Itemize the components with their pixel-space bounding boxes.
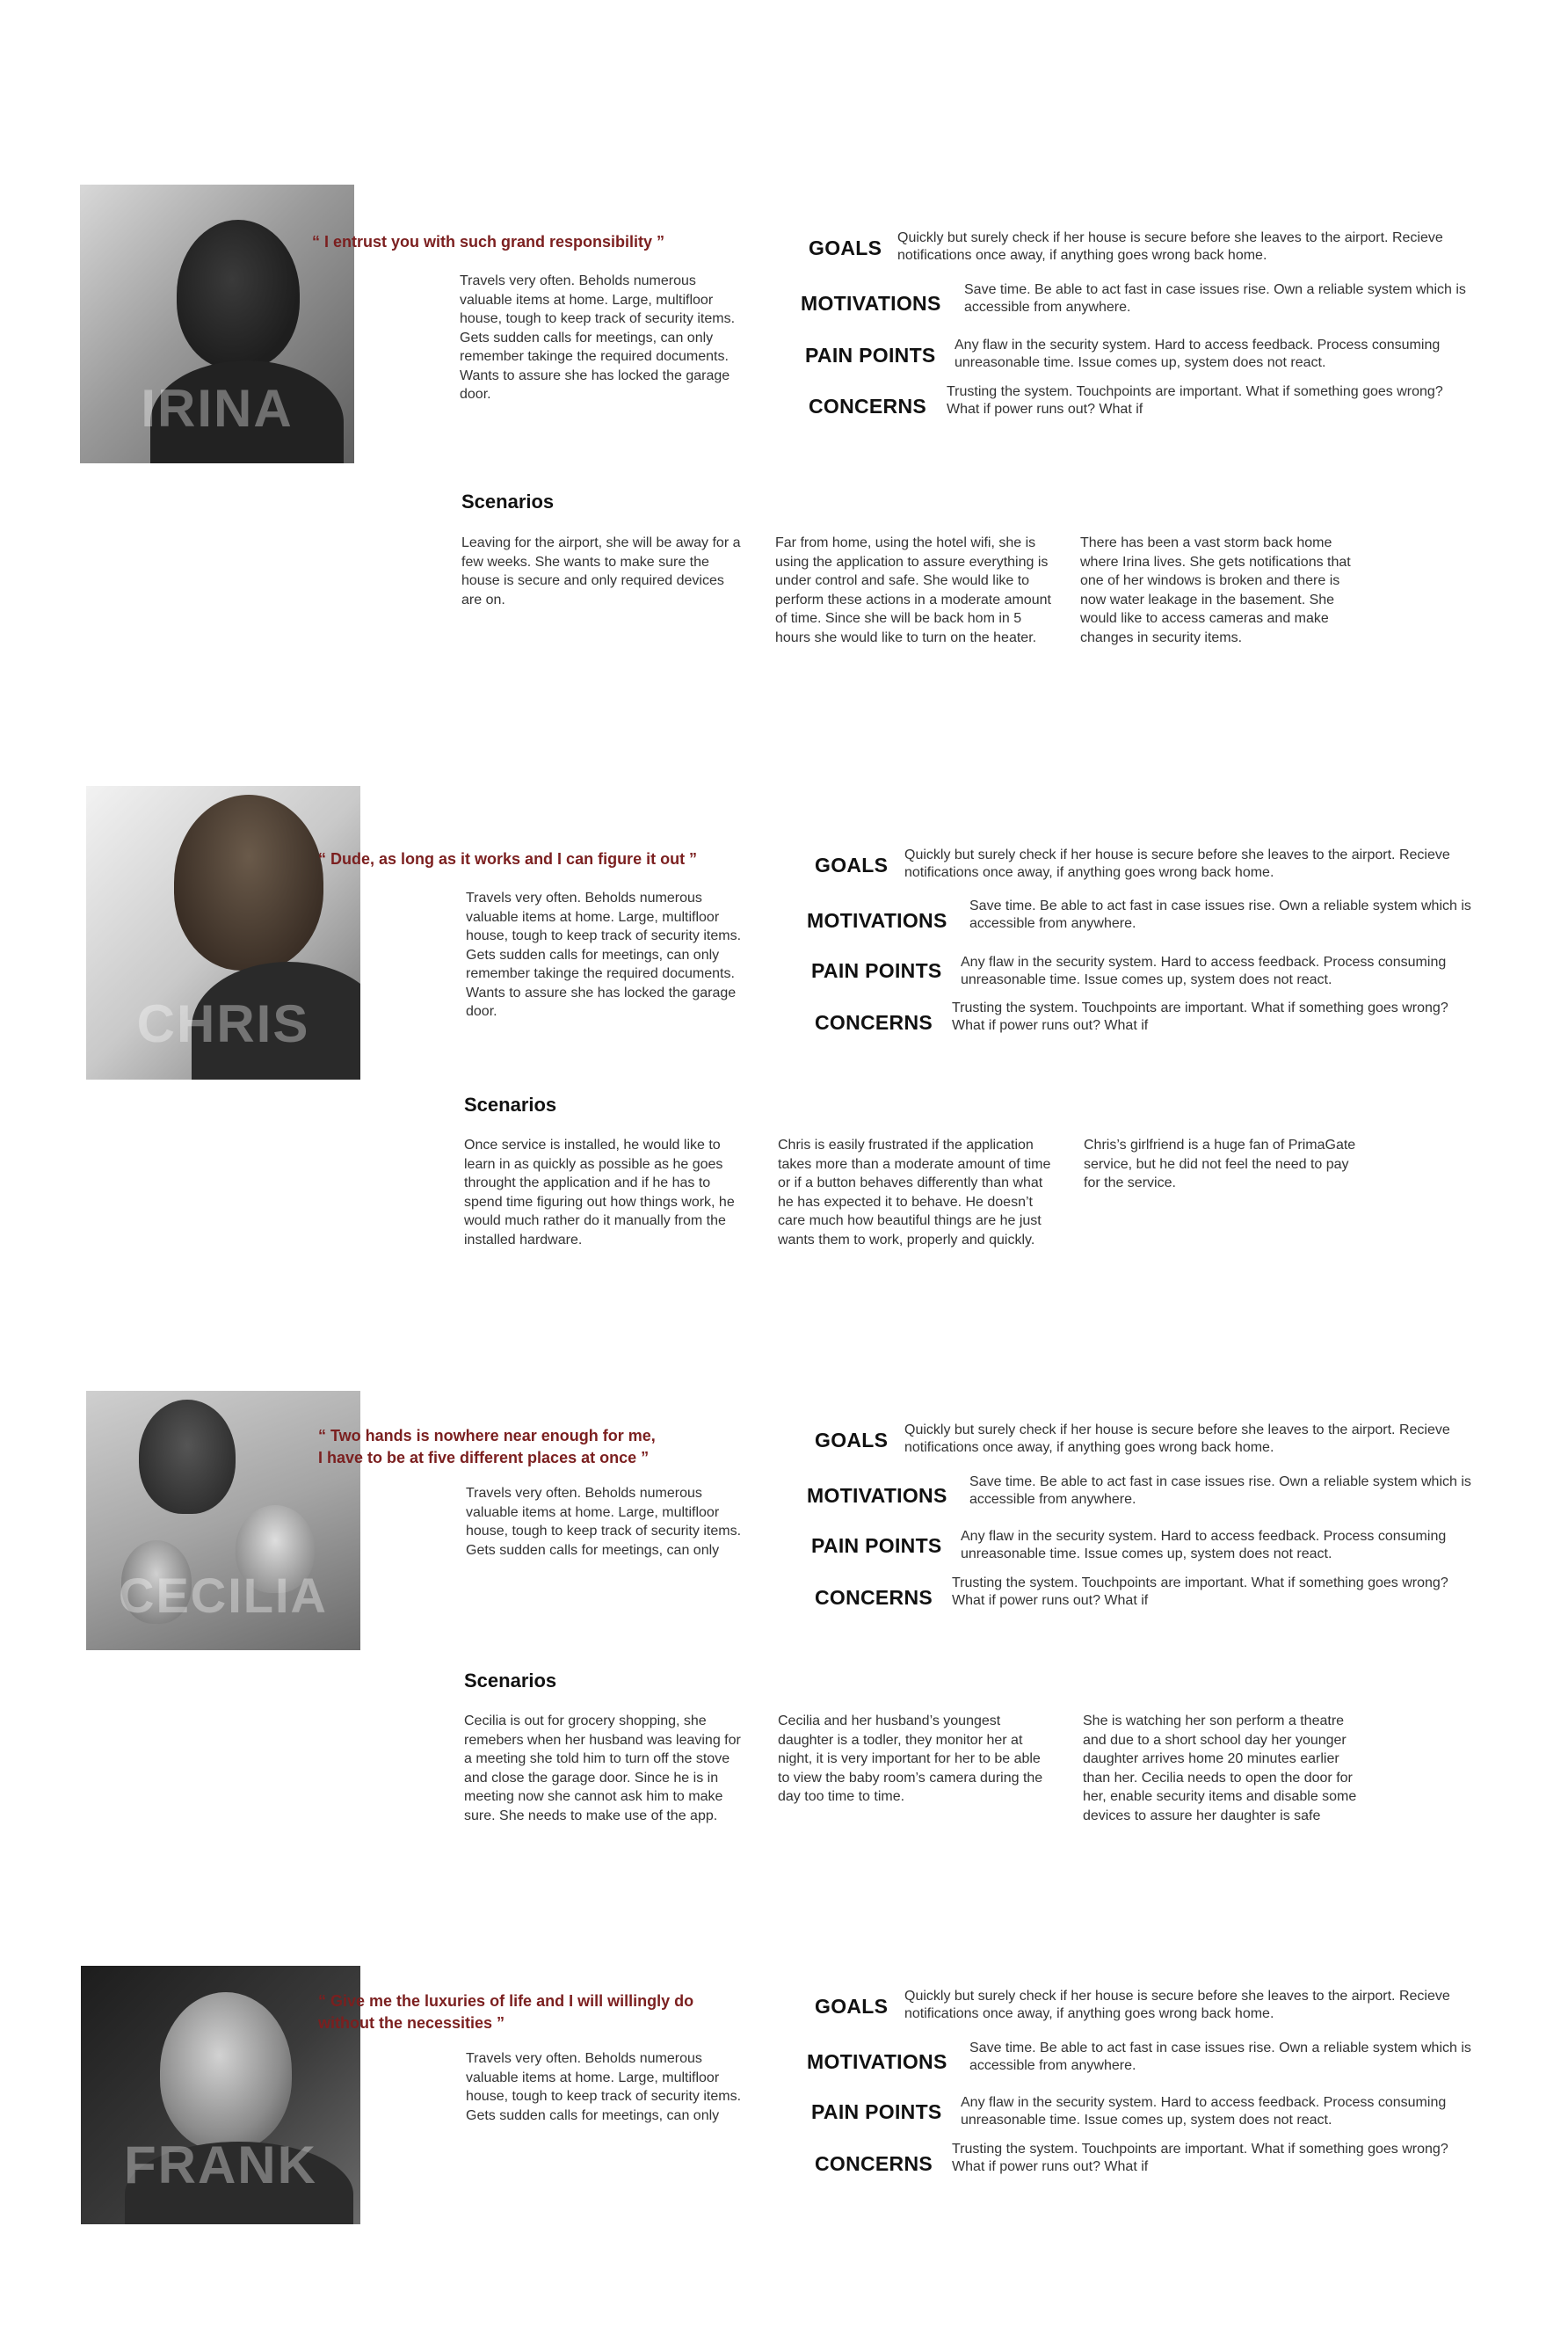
persona-bio: Travels very often. Beholds numerous valuable items at home. Large, multifloor house, tough to keep track of security items. Gets sudden calls for meetings, can only bbox=[466, 1486, 742, 1558]
motivations-text: Save time. Be able to act fast in case issues rise. Own a reliable system which is accessible from anywhere. bbox=[969, 2041, 1471, 2073]
scenario-text: Once service is installed, he would like to learn in as quickly as possible as he goes throught the application and if he has to spend time figuring out how things work, he would much rather do it manually from the installed hardware. bbox=[464, 1138, 735, 1248]
pain-points-label: PAIN POINTS bbox=[811, 959, 942, 982]
persona-bio: Travels very often. Beholds numerous valuable items at home. Large, multifloor house, tough to keep track of security items. Gets sudden calls for meetings, can only bbox=[466, 2051, 742, 2123]
pain-points-text: Any flaw in the security system. Hard to access feedback. Process consuming unreasonable time. Issue comes up, system does not react. bbox=[961, 1529, 1447, 1561]
scenario-text: Cecilia is out for grocery shopping, she remebers when her husband was leaving for a meeting she told him to turn off the stove and close the garage door. Since he is in meeting now she cannot ask him to make sure. She needs to make use of the app. bbox=[464, 1713, 741, 1823]
goals-text: Quickly but surely check if her house is secure before she leaves to the airport. Recieve notifications once away, if anything goes wrong back home. bbox=[904, 1989, 1450, 2021]
persona-quote: “ I entrust you with such grand responsibility ” bbox=[312, 233, 665, 251]
goals-text: Quickly but surely check if her house is secure before she leaves to the airport. Recieve notifications once away, if anything goes wrong back home. bbox=[904, 1422, 1450, 1455]
pain-points-text: Any flaw in the security system. Hard to access feedback. Process consuming unreasonable time. Issue comes up, system does not react. bbox=[961, 955, 1447, 987]
persona-photo-chris bbox=[86, 786, 360, 1080]
scenario-text: There has been a vast storm back home where Irina lives. She gets notifications that one of her windows is broken and there is now water leakage in the basement. She would like to access cameras and make changes in security items. bbox=[1080, 535, 1351, 645]
scenario-text: Chris is easily frustrated if the application takes more than a moderate amount of time or if a button behaves differently than what he has expected it to behave. He doesn’t care much how beautiful things are he just wants them to work, properly and quickly. bbox=[778, 1138, 1051, 1248]
concerns-label: CONCERNS bbox=[815, 1586, 933, 1609]
motivations-text: Save time. Be able to act fast in case issues rise. Own a reliable system which is accessible from anywhere. bbox=[969, 1474, 1471, 1507]
scenario-text: Leaving for the airport, she will be away for a few weeks. She wants to make sure the house is secure and only required devices are on. bbox=[461, 535, 741, 608]
concerns-text: Trusting the system. Touchpoints are important. What if something goes wrong? What if power runs out? What if bbox=[947, 384, 1443, 417]
goals-label: GOALS bbox=[809, 236, 882, 259]
goals-label: GOALS bbox=[815, 1429, 889, 1451]
concerns-label: CONCERNS bbox=[815, 2152, 933, 2175]
concerns-label: CONCERNS bbox=[815, 1011, 933, 1034]
persona-quote: “ Give me the luxuries of life and I will willingly do without the necessities ” bbox=[318, 1992, 694, 2032]
goals-text: Quickly but surely check if her house is secure before she leaves to the airport. Recieve notifications once away, if anything goes wrong back home. bbox=[904, 848, 1450, 880]
goals-text: Quickly but surely check if her house is secure before she leaves to the airport. Recieve notifications once away, if anything goes wrong back home. bbox=[897, 230, 1443, 263]
scenario-text: Far from home, using the hotel wifi, she is using the application to assure everything is under control and safe. She would like to perform these actions in a moderate amount of time. Since she will be back hom in 5 hours she would like to turn on the heater. bbox=[775, 535, 1051, 645]
persona-name: IRINA bbox=[141, 379, 294, 438]
persona-bio: Travels very often. Beholds numerous valuable items at home. Large, multifloor house, tough to keep track of security items. Gets sudden calls for meetings, can only remember takinge the required documents. Wants to assure she has locked the garage door. bbox=[460, 273, 736, 402]
portrait-silhouette bbox=[177, 220, 300, 369]
goals-label: GOALS bbox=[815, 1995, 889, 2018]
portrait-silhouette bbox=[174, 795, 323, 971]
pain-points-label: PAIN POINTS bbox=[811, 1534, 942, 1557]
persona-name: CHRIS bbox=[136, 994, 310, 1053]
persona-bio: Travels very often. Beholds numerous valuable items at home. Large, multifloor house, tough to keep track of security items. Gets sudden calls for meetings, can only remember takinge the required documents. Wants to assure she has locked the garage door. bbox=[466, 891, 742, 1019]
motivations-label: MOTIVATIONS bbox=[801, 292, 941, 315]
persona-quote: “ Two hands is nowhere near enough for me, I have to be at five different places at once ” bbox=[318, 1427, 656, 1466]
concerns-text: Trusting the system. Touchpoints are important. What if something goes wrong? What if power runs out? What if bbox=[952, 1000, 1448, 1033]
pain-points-text: Any flaw in the security system. Hard to access feedback. Process consuming unreasonable time. Issue comes up, system does not react. bbox=[955, 338, 1441, 370]
concerns-text: Trusting the system. Touchpoints are important. What if something goes wrong? What if power runs out? What if bbox=[952, 1575, 1448, 1608]
concerns-label: CONCERNS bbox=[809, 395, 927, 418]
scenarios-heading: Scenarios bbox=[464, 1094, 557, 1116]
scenarios-heading: Scenarios bbox=[464, 1670, 557, 1692]
scenarios-heading: Scenarios bbox=[461, 491, 555, 513]
pain-points-text: Any flaw in the security system. Hard to access feedback. Process consuming unreasonable time. Issue comes up, system does not react. bbox=[961, 2095, 1447, 2128]
motivations-label: MOTIVATIONS bbox=[807, 2050, 947, 2073]
persona-quote: “ Dude, as long as it works and I can figure it out ” bbox=[318, 850, 698, 868]
scenario-text: Cecilia and her husband’s youngest daughter is a todler, they monitor her at night, it is very important for her to be able to view the baby room’s camera during the day too time to time. bbox=[778, 1713, 1043, 1804]
portrait-silhouette bbox=[160, 1992, 292, 2150]
persona-name: FRANK bbox=[124, 2135, 317, 2194]
pain-points-label: PAIN POINTS bbox=[811, 2100, 942, 2123]
motivations-label: MOTIVATIONS bbox=[807, 1484, 947, 1507]
persona-photo-irina bbox=[80, 185, 354, 463]
motivations-text: Save time. Be able to act fast in case issues rise. Own a reliable system which is accessible from anywhere. bbox=[969, 899, 1471, 931]
portrait-silhouette bbox=[139, 1400, 236, 1514]
motivations-text: Save time. Be able to act fast in case issues rise. Own a reliable system which is accessible from anywhere. bbox=[964, 282, 1466, 315]
scenario-text: Chris’s girlfriend is a huge fan of PrimaGate service, but he did not feel the need to pay for the service. bbox=[1084, 1138, 1356, 1190]
motivations-label: MOTIVATIONS bbox=[807, 909, 947, 932]
concerns-text: Trusting the system. Touchpoints are important. What if something goes wrong? What if power runs out? What if bbox=[952, 2142, 1448, 2174]
pain-points-label: PAIN POINTS bbox=[805, 344, 936, 367]
goals-label: GOALS bbox=[815, 854, 889, 877]
persona-name: CECILIA bbox=[119, 1568, 328, 1623]
scenario-text: She is watching her son perform a theatre and due to a short school day her younger daughter arrives home 20 minutes earlier than her. Cecilia needs to open the door for her, enable security items and disable some devices to assure her daughter is safe bbox=[1083, 1713, 1357, 1823]
